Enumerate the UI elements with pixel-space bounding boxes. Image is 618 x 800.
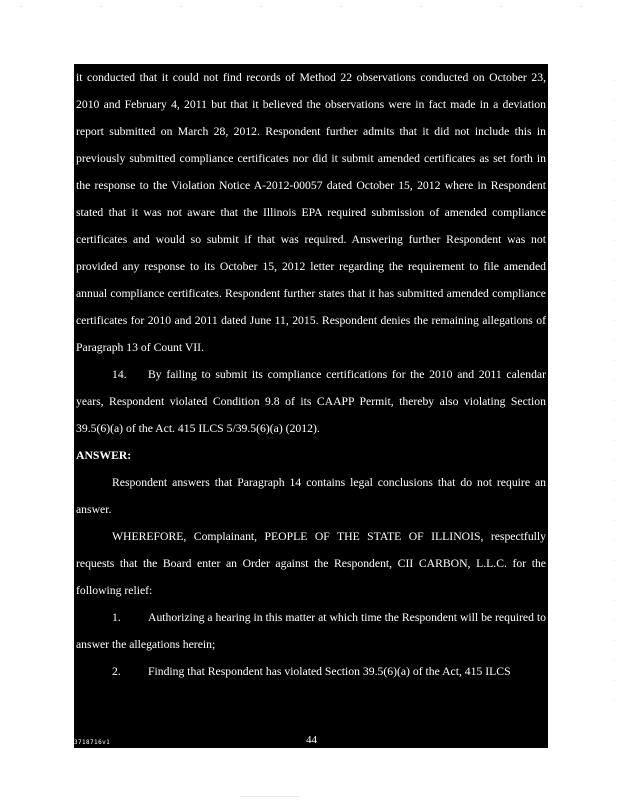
inverted-scan-block <box>74 64 548 748</box>
scan-artifact-top <box>20 6 598 7</box>
relief-item-1 <box>76 604 546 658</box>
document-body <box>74 64 548 685</box>
paragraph-continuation: it conducted that it could not find records of Method 22 observations conducted on October 23, 2010 and February 4, 2011 but that it believed the observations were in fact made in a deviation report submitted on March 28, 2012. Respondent further admits that it did not include this in previously submitted compliance certificates nor did it submit amended certificates as set forth in the response to the Violation Notice A-2012-00057 dated October 15, 2012 where in Respondent stated that it was not aware that the Illinois EPA required submission of amended compliance certificates and would so submit if that was required. Answering further Respondent was not provided any response to its October 15, 2012 letter regarding the requirement to file amended annual compliance certificates. Respondent further states that it has submitted amended compliance certificates for 2010 and 2011 dated June 11, 2015. Respondent denies the remaining allegations of Paragraph 13 of Count VII. <box>76 71 546 354</box>
paragraph-number: 14. <box>112 368 127 381</box>
numbered-paragraph-14 <box>76 361 546 442</box>
document-id: 3718716v1 <box>74 739 111 746</box>
relief-item-number: 1. <box>112 611 121 624</box>
scan-artifact-bottom <box>240 796 300 797</box>
relief-item-number: 2. <box>112 665 121 678</box>
page-number: 44 <box>306 734 317 746</box>
relief-item-text: Finding that Respondent has violated Section 39.5(6)(a) of the Act, 415 ILCS <box>148 665 511 678</box>
answer-heading: ANSWER: <box>76 449 132 462</box>
scan-artifact-right <box>614 80 615 720</box>
relief-item-text: Authorizing a hearing in this matter at which time the Respondent will be required to answer the allegations herein; <box>76 611 546 651</box>
paragraph-text: By failing to submit its compliance certifications for the 2010 and 2011 calendar years, Respondent violated Condition 9.8 of its CAAPP Permit, thereby also violating Section 39.5(6)(a) of the Act. 415 ILCS 5/39.5(6)(a) (2012). <box>76 368 546 435</box>
wherefore-paragraph: WHEREFORE, Complainant, PEOPLE OF THE STATE OF ILLINOIS, respectfully requests that the Board enter an Order against the Respondent, CII CARBON, L.L.C. for the following relief: <box>76 530 546 597</box>
answer-paragraph: Respondent answers that Paragraph 14 contains legal conclusions that do not require an answer. <box>76 476 546 516</box>
relief-item-2 <box>76 658 546 685</box>
